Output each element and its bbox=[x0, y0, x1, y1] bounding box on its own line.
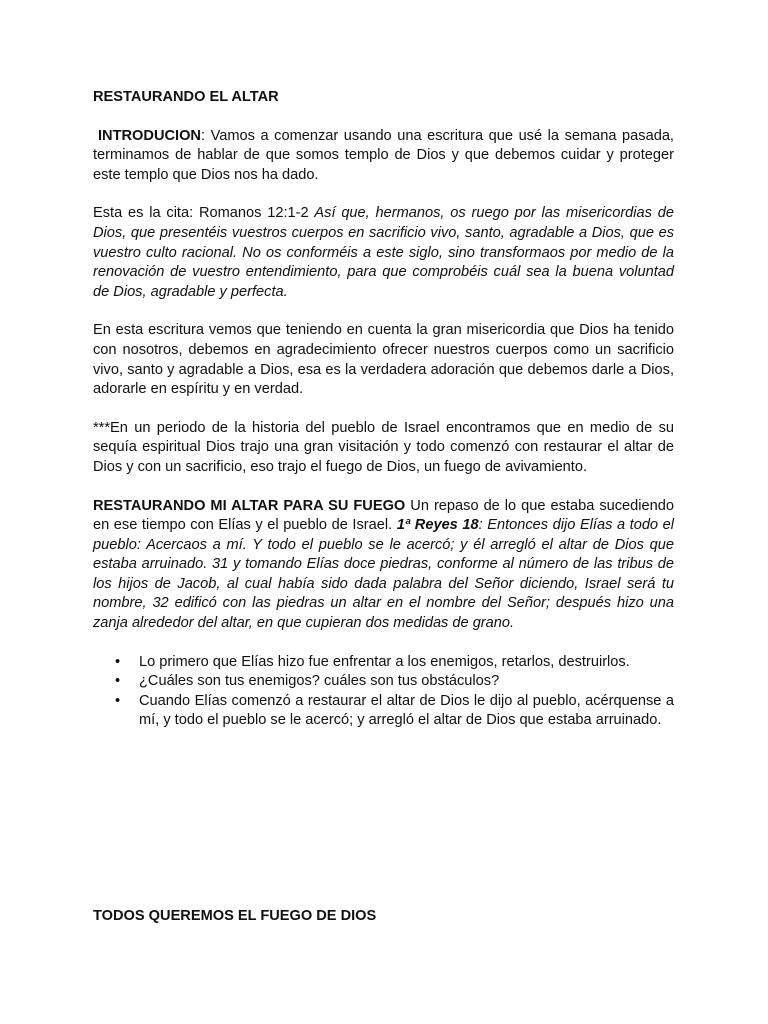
list-item bbox=[93, 692, 674, 731]
intro-label: INTRODUCION bbox=[98, 127, 201, 144]
intro-text: : Vamos a comenzar usando una escritura que usé la semana pasada, terminamos de hablar de que somos templo de Dios y que debemos cuidar y proteger este templo que Dios nos ha dado. bbox=[93, 127, 674, 183]
intro-paragraph bbox=[93, 127, 674, 186]
fire-section-text: Un repaso de lo que estaba sucediendo en ese tiempo con Elías y el pueblo de Israel. bbox=[93, 497, 674, 534]
scripture-quote: : Entonces dijo Elías a todo el pueblo: Acercaos a mí. Y todo el pueblo se le acercó; y él arregló el altar de Dios que estaba arruinado. 31 y tomando Elías doce piedras, conforme al número de las tribus de los hijos de Jacob, al cual había sido dada palabra del Señor diciendo, Israel será tu nombre, 32 edificó con las piedras un altar en el nombre del Señor; después hizo una zanja alrededor del altar, en que cupieran dos medidas de grano. bbox=[93, 517, 674, 632]
fire-section-paragraph bbox=[93, 497, 674, 634]
section-heading: TODOS QUEREMOS EL FUEGO DE DIOS bbox=[93, 908, 377, 924]
list-item-text: ¿Cuáles son tus enemigos? cuáles son tus obstáculos? bbox=[139, 673, 500, 690]
bullet-icon: • bbox=[115, 653, 121, 670]
list-item-text: Lo primero que Elías hizo fue enfrentar a los enemigos, retarlos, destruirlos. bbox=[139, 653, 630, 670]
list-item-text: Cuando Elías comenzó a restaurar el altar de Dios le dijo al pueblo, acérquense a mí, y todo el pueblo se le acercó; y arregló el altar de Dios que estaba arruinado. bbox=[139, 692, 674, 729]
bullet-icon: • bbox=[115, 692, 121, 709]
document-body bbox=[93, 88, 674, 731]
fire-section-heading: RESTAURANDO MI ALTAR PARA SU FUEGO bbox=[93, 497, 406, 514]
citation-paragraph bbox=[93, 204, 674, 302]
israel-paragraph: ***En un periodo de la historia del pueblo de Israel encontramos que en medio de su sequía espiritual Dios trajo una gran visitación y todo comenzó con restaurar el altar de Dios y con un sacrificio, eso trajo el fuego de Dios, un fuego de avivamiento. bbox=[93, 419, 674, 475]
bullet-list bbox=[93, 653, 674, 731]
bullet-icon: • bbox=[115, 673, 121, 690]
document-title: RESTAURANDO EL ALTAR bbox=[93, 89, 279, 105]
scripture-reference: 1ª Reyes 18 bbox=[396, 517, 479, 534]
list-item bbox=[93, 672, 674, 692]
mercy-paragraph: En esta escritura vemos que teniendo en cuenta la gran misericordia que Dios ha tenido con nosotros, debemos en agradecimiento ofrecer nuestros cuerpos como un sacrificio vivo, santo y agradable a Dios, esa es la verdadera adoración que debemos darle a Dios, adorarle en espíritu y en verdad. bbox=[93, 322, 674, 398]
list-item bbox=[93, 653, 674, 673]
citation-lead: Esta es la cita: Romanos 12:1-2 bbox=[93, 205, 315, 222]
citation-quote: Así que, hermanos, os ruego por las misericordias de Dios, que presentéis vuestros cuerpos en sacrificio vivo, santo, agradable a Dios, que es vuestro culto racional. No os conforméis a este siglo, sino transformaos por medio de la renovación de vuestro entendimiento, para que comprobéis cuál sea la buena voluntad de Dios, agradable y perfecta. bbox=[93, 205, 674, 300]
